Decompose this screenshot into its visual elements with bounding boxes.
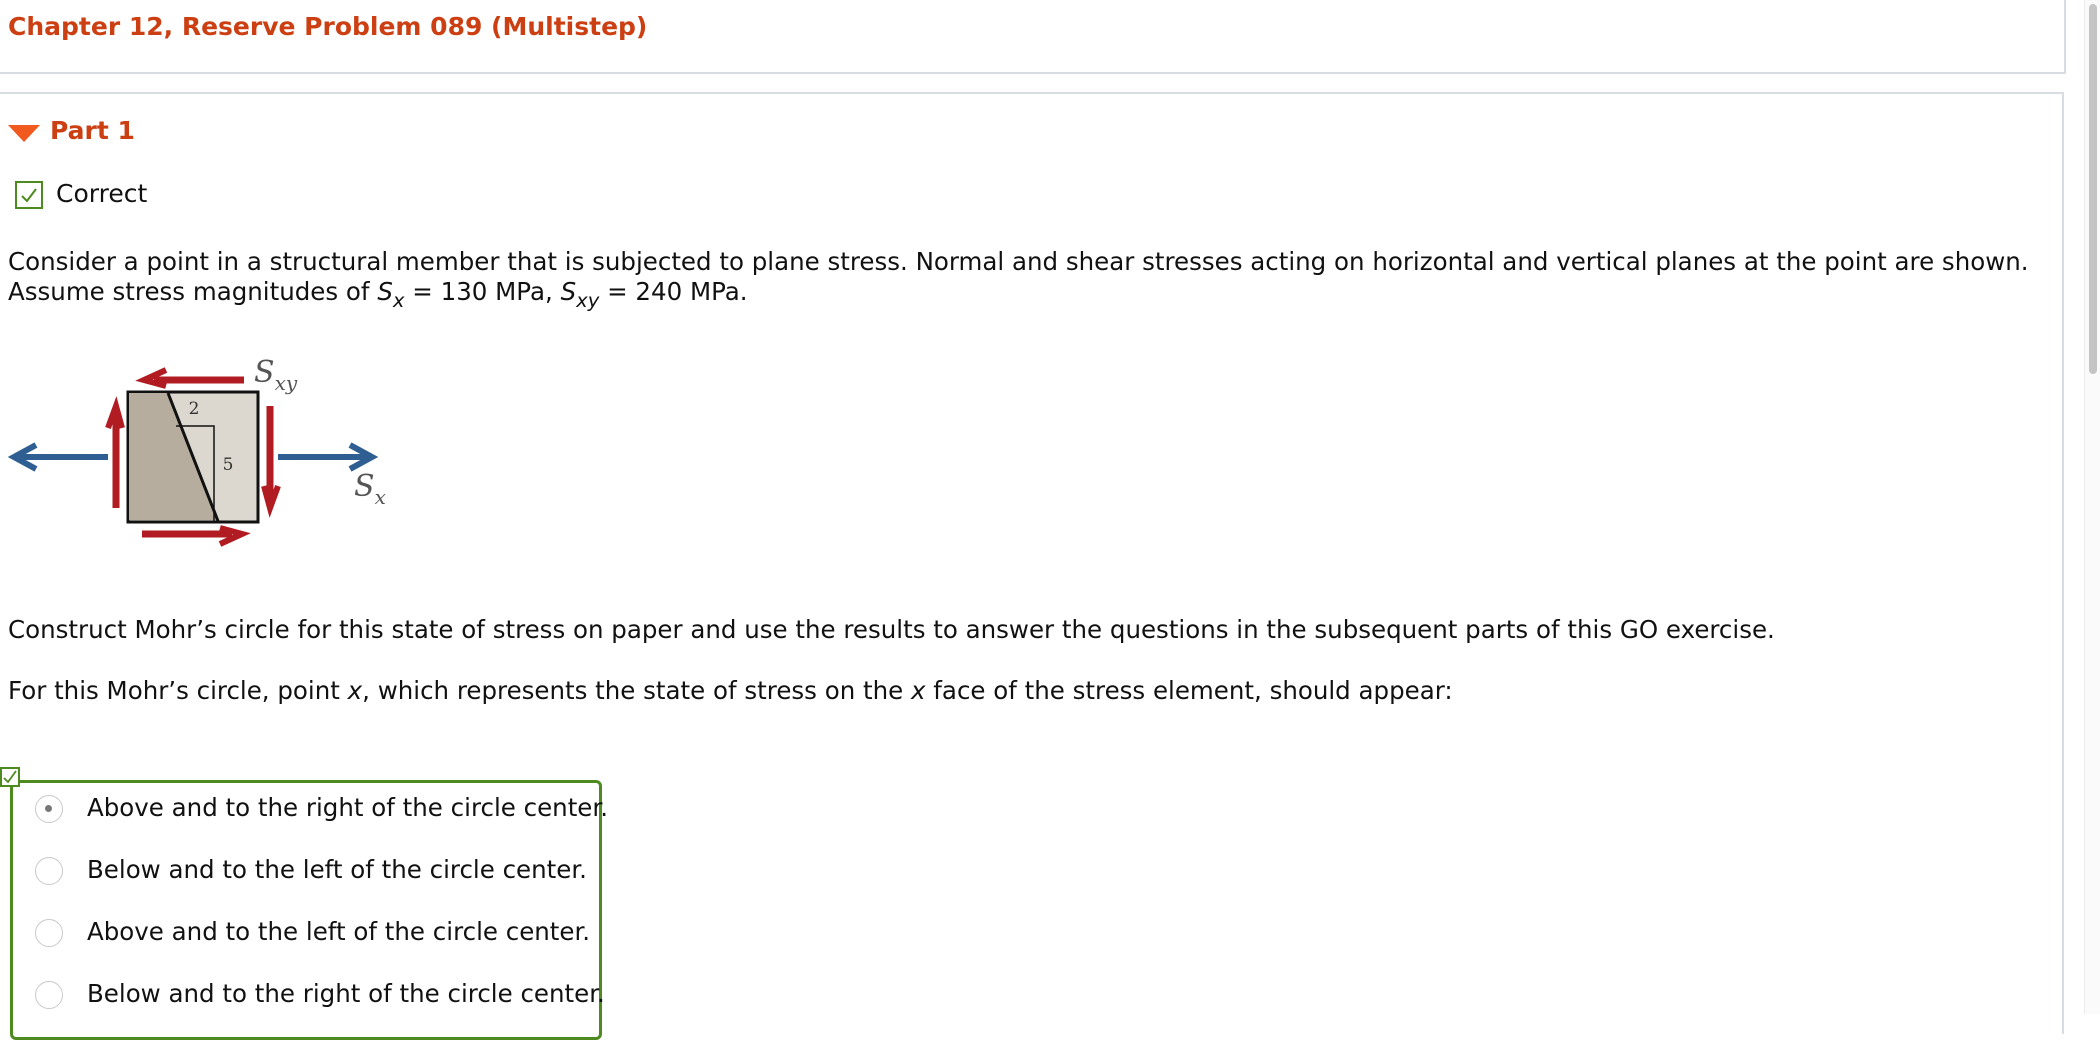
option-label: Below and to the right of the circle center. <box>87 979 605 1008</box>
correct-label: Correct <box>56 179 148 208</box>
check-icon <box>15 181 43 209</box>
normal-stress-left-arrow <box>14 445 108 469</box>
stress-element-figure <box>4 352 404 562</box>
radio-button[interactable] <box>35 795 63 823</box>
shear-left-arrow <box>108 406 122 508</box>
shear-right-arrow <box>264 406 278 508</box>
answer-check-icon <box>0 767 20 787</box>
sxy-symbol: S <box>560 277 577 306</box>
sx-subscript: x <box>392 288 405 312</box>
triangle-down-icon <box>8 125 40 143</box>
sxy-figure-label: $S_{xy}$ <box>254 355 298 395</box>
radio-button[interactable] <box>35 919 63 947</box>
normal-stress-right-arrow <box>278 445 372 469</box>
answer-options <box>10 780 608 1040</box>
problem-header <box>0 0 2066 74</box>
face-variable: x <box>911 676 926 705</box>
sxy-value: = 240 MPa. <box>599 277 748 306</box>
chapter-title: Chapter 12, Reserve Problem 089 (Multistep) <box>8 12 648 41</box>
slope-rise-label: 5 <box>222 455 234 475</box>
point-variable: x <box>347 676 363 705</box>
sx-value: = 130 MPa, <box>404 277 561 306</box>
question-prefix: For this Mohr’s circle, point <box>8 676 348 705</box>
problem-statement-line-2 <box>8 277 748 312</box>
shear-bottom-arrow <box>142 528 242 544</box>
instruction-text: Construct Mohr’s circle for this state of stress on paper and use the results to answer the questions in the subsequent parts of this GO exercise. <box>8 615 1775 644</box>
problem-statement-line-1: Consider a point in a structural member that is subjected to plane stress. Normal and shear stresses acting on horizontal and vertical planes at the point are shown. <box>8 247 2029 276</box>
question-middle: , which represents the state of stress on the <box>362 676 912 705</box>
question-text <box>8 676 1453 705</box>
scrollbar-thumb[interactable] <box>2089 4 2097 374</box>
option-below-left[interactable] <box>25 851 595 891</box>
sx-figure-label: $S_x$ <box>354 469 386 509</box>
sx-symbol: S <box>377 277 393 306</box>
stress-intro-text: Assume stress magnitudes of <box>8 277 378 306</box>
radio-button[interactable] <box>35 857 63 885</box>
option-below-right[interactable] <box>25 975 605 1015</box>
option-label: Above and to the right of the circle center. <box>87 793 608 822</box>
slope-run-label: 2 <box>188 399 200 419</box>
option-label: Above and to the left of the circle center. <box>87 917 591 946</box>
option-above-right[interactable] <box>25 789 608 829</box>
part-1-toggle[interactable] <box>8 116 168 150</box>
option-label: Below and to the left of the circle center. <box>87 855 587 884</box>
scrollbar[interactable] <box>2084 0 2100 1014</box>
sxy-subscript: xy <box>576 288 600 312</box>
radio-button[interactable] <box>35 981 63 1009</box>
part-label: Part 1 <box>50 116 135 145</box>
shear-top-arrow <box>144 370 244 386</box>
option-above-left[interactable] <box>25 913 595 953</box>
question-suffix: face of the stress element, should appear: <box>925 676 1453 705</box>
